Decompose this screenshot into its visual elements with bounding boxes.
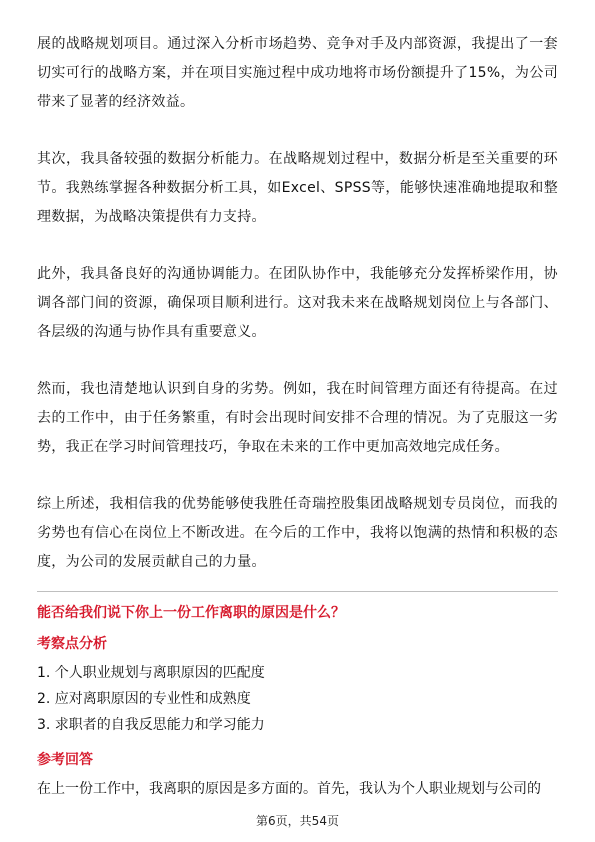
analysis-heading: 考察点分析 [37, 636, 107, 652]
analysis-point: 2. 应对离职原因的专业性和成熟度 [37, 691, 251, 707]
paragraph: 综上所述，我相信我的优势能够使我胜任奇瑞控股集团战略规划专员岗位，而我的劣势也有信心在岗位上不断改进。在今后的工作中，我将以饱满的热情和积极的态度，为公司的发展贡献自己的力量。 [37, 496, 558, 570]
analysis-points [37, 660, 558, 738]
reference-answer-text: 在上一份工作中，我离职的原因是多方面的。首先，我认为个人职业规划与公司的 [37, 781, 541, 797]
reference-answer-heading: 参考回答 [37, 752, 93, 768]
page-number: 第6页，共54页 [256, 814, 339, 828]
paragraph: 此外，我具备良好的沟通协调能力。在团队协作中，我能够充分发挥桥梁作用，协调各部门间的资源，确保项目顺利进行。这对我未来在战略规划岗位上与各部门、各层级的沟通与协作具有重要意义。 [37, 266, 558, 340]
paragraph: 展的战略规划项目。通过深入分析市场趋势、竞争对手及内部资源，我提出了一套切实可行的战略方案，并在项目实施过程中成功地将市场份额提升了15%，为公司带来了显著的经济效益。 [37, 36, 558, 110]
analysis-point: 3. 求职者的自我反思能力和学习能力 [37, 717, 265, 733]
page-content [37, 30, 558, 802]
paragraph: 然而，我也清楚地认识到自身的劣势。例如，我在时间管理方面还有待提高。在过去的工作中，由于任务繁重，有时会出现时间安排不合理的情况。为了克服这一劣势，我正在学习时间管理技巧，争取在未来的工作中更加高效地完成任务。 [37, 381, 558, 455]
analysis-point: 1. 个人职业规划与离职原因的匹配度 [37, 665, 265, 681]
interview-question: 能否给我们说下你上一份工作离职的原因是什么？ [37, 605, 345, 621]
paragraph: 其次，我具备较强的数据分析能力。在战略规划过程中，数据分析是至关重要的环节。我熟练掌握各种数据分析工具，如Excel、SPSS等，能够快速准确地提取和整理数据，为战略决策提供有力支持。 [37, 151, 558, 225]
section-divider [37, 591, 558, 592]
